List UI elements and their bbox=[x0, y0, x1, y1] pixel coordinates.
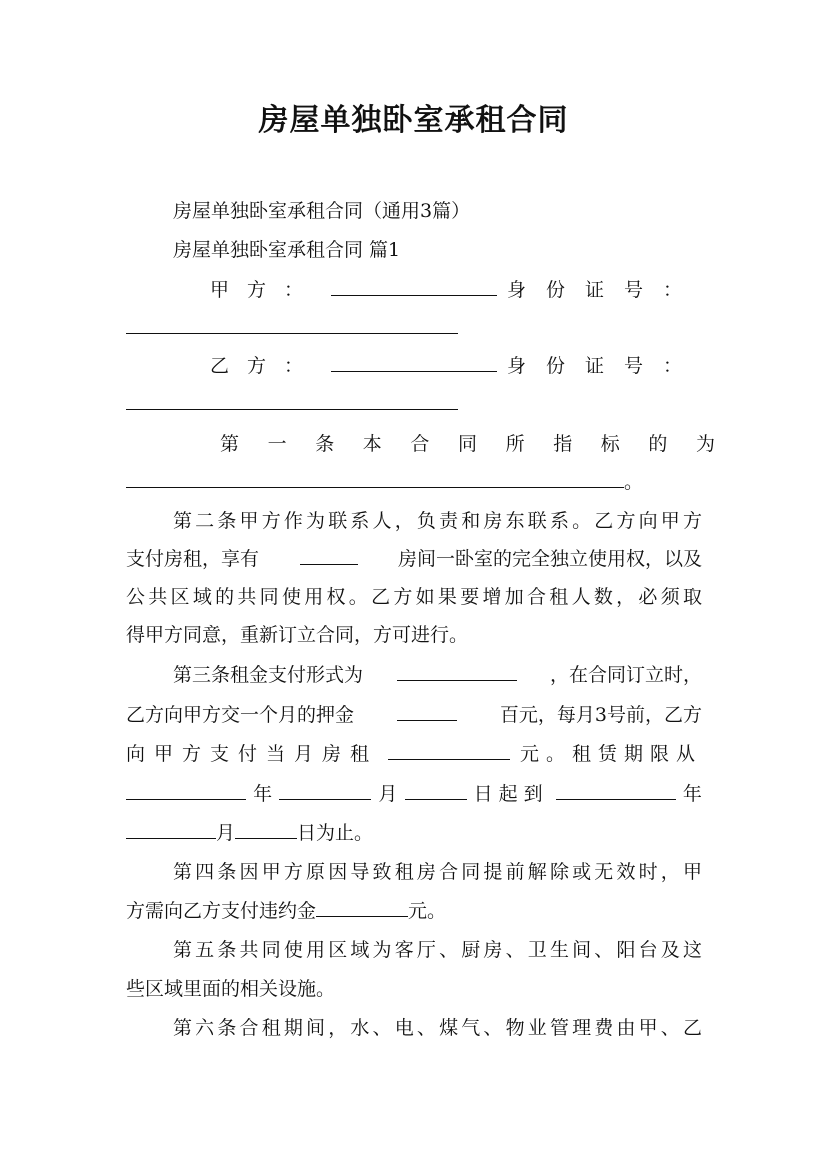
article-1-blank bbox=[126, 469, 624, 488]
article-3-start-year-blank bbox=[126, 781, 246, 800]
article-3-text-c: 乙方向甲方交一个月的押金 bbox=[126, 704, 355, 726]
article-3-end-day-blank bbox=[235, 820, 297, 839]
article-3-line-2 bbox=[126, 702, 702, 728]
party-b-id-label: 身份证号： bbox=[506, 355, 702, 377]
article-3-payment-blank bbox=[397, 662, 517, 681]
article-4-penalty-blank bbox=[316, 898, 408, 917]
party-b-id-blank bbox=[126, 391, 458, 410]
article-3-deposit-blank bbox=[397, 702, 457, 721]
article-3-month-label-2: 月 bbox=[216, 822, 236, 844]
party-a-id-label: 身份证号： bbox=[506, 279, 702, 301]
article-2-text-b: 房间一卧室的完全独立使用权，以及 bbox=[397, 548, 702, 570]
article-4-line-2 bbox=[126, 898, 702, 924]
article-3-text-d: 百元，每月3号前，乙方 bbox=[499, 704, 702, 726]
article-5-line-2: 些区域里面的相关设施。 bbox=[126, 978, 336, 1000]
article-3-start-day-blank bbox=[405, 781, 467, 800]
article-1-text: 第一条本合同所指标的为 bbox=[220, 433, 744, 455]
article-4-text-b: 元。 bbox=[408, 900, 447, 922]
article-1-line-1 bbox=[220, 431, 744, 457]
article-5-line-1: 第五条共同使用区域为客厅、厨房、卫生间、阳台及这 bbox=[173, 939, 702, 961]
article-2-line-1: 第二条甲方作为联系人，负责和房东联系。乙方向甲方 bbox=[173, 510, 702, 532]
party-b-line bbox=[210, 353, 702, 379]
article-3-year-label: 年 bbox=[253, 783, 273, 805]
section-heading: 房屋单独卧室承租合同 篇1 bbox=[173, 239, 401, 261]
article-4-text-a: 方需向乙方支付违约金 bbox=[126, 900, 317, 922]
article-3-month-label: 月 bbox=[378, 783, 398, 805]
article-3-start-month-blank bbox=[279, 781, 371, 800]
article-3-text-e: 向甲方支付当月房租 bbox=[126, 743, 379, 765]
article-2-line-2 bbox=[126, 546, 702, 572]
article-3-text-b: ，在合同订立时， bbox=[549, 664, 702, 686]
article-3-text-a: 第三条租金支付形式为 bbox=[173, 664, 364, 686]
party-a-label: 甲方： bbox=[210, 279, 322, 301]
article-2-text-a: 支付房租，享有 bbox=[126, 548, 260, 570]
article-3-end-month-blank bbox=[126, 820, 216, 839]
article-3-line-5 bbox=[126, 820, 702, 846]
article-2-room-blank bbox=[300, 546, 358, 565]
article-3-line-4 bbox=[126, 781, 702, 807]
article-3-text-f: 元。租赁期限从 bbox=[519, 743, 702, 765]
party-a-line bbox=[210, 277, 702, 303]
party-b-name-blank bbox=[331, 353, 497, 372]
article-1-end: 。 bbox=[624, 471, 644, 493]
party-a-name-blank bbox=[331, 277, 497, 296]
article-3-end-year-blank bbox=[556, 781, 676, 800]
article-3-line-1 bbox=[173, 662, 702, 688]
article-4-line-1: 第四条因甲方原因导致租房合同提前解除或无效时，甲 bbox=[173, 861, 702, 883]
article-3-year-label-2: 年 bbox=[682, 783, 702, 805]
article-2-line-4: 得甲方同意，重新订立合同，方可进行。 bbox=[126, 624, 469, 646]
party-a-id-blank bbox=[126, 315, 458, 334]
article-2-line-3: 公共区域的共同使用权。乙方如果要增加合租人数，必须取 bbox=[126, 586, 702, 608]
article-3-day-from-label: 日起到 bbox=[473, 783, 549, 805]
article-6-line-1: 第六条合租期间，水、电、煤气、物业管理费由甲、乙 bbox=[173, 1017, 702, 1039]
article-3-day-end-label: 日为止。 bbox=[297, 822, 374, 844]
party-b-id-line bbox=[126, 391, 702, 417]
article-1-line-2 bbox=[126, 469, 702, 495]
article-3-line-3 bbox=[126, 741, 702, 767]
document-title: 房屋单独卧室承租合同 bbox=[258, 103, 569, 138]
article-3-rent-blank bbox=[388, 741, 510, 760]
party-a-id-line bbox=[126, 315, 702, 341]
document-subtitle: 房屋单独卧室承租合同（通用3篇） bbox=[173, 200, 471, 222]
party-b-label: 乙方： bbox=[210, 355, 322, 377]
